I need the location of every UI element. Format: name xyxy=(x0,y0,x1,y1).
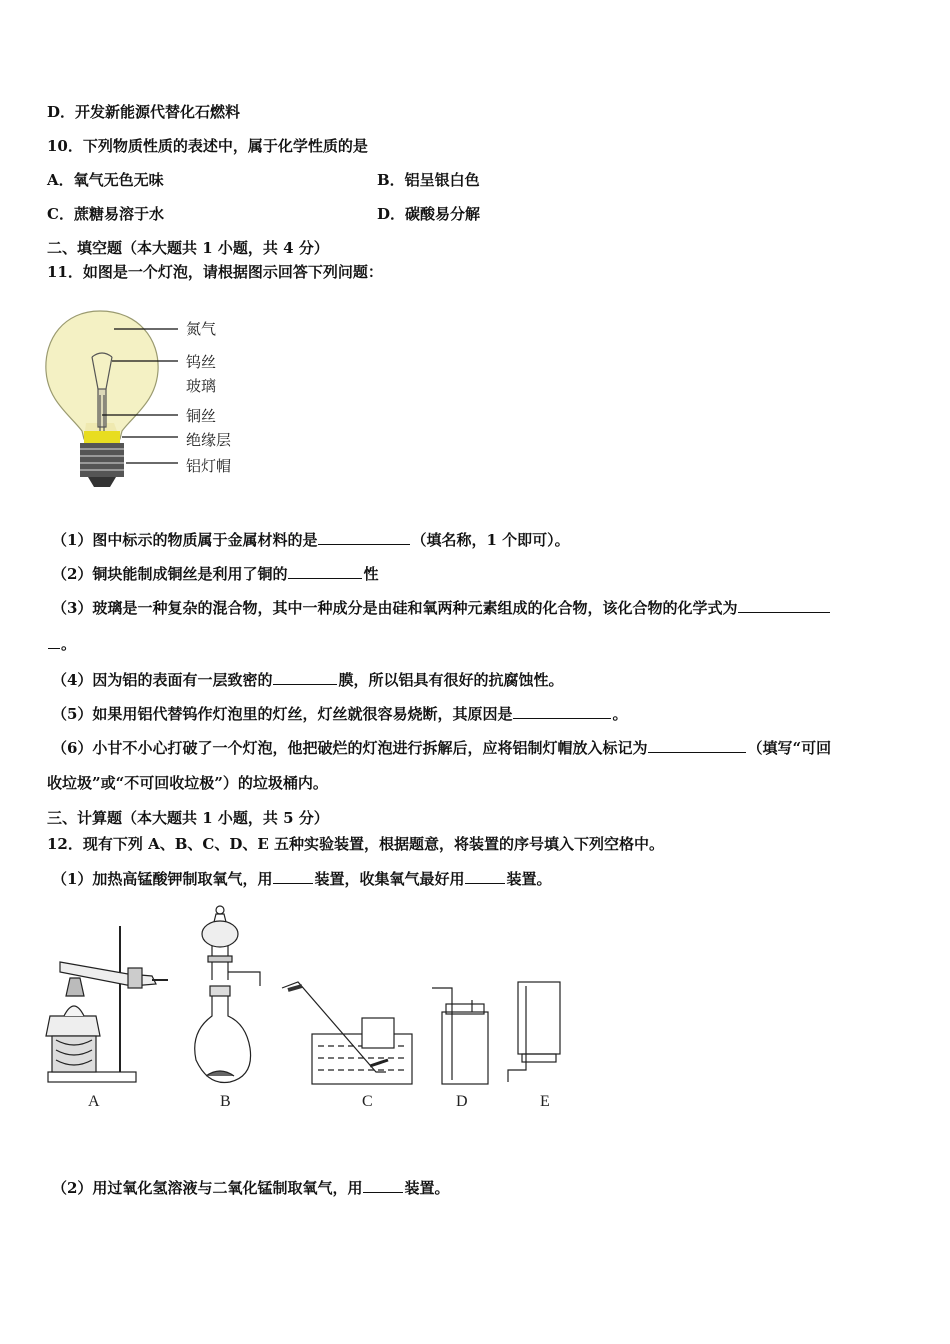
apparatus-figure xyxy=(40,900,580,1115)
apparatus-a xyxy=(46,926,168,1082)
apparatus-e xyxy=(508,982,560,1082)
answer-blank[interactable] xyxy=(273,669,337,685)
option-10c: C．蔗糖易溶于水 xyxy=(47,205,164,223)
label-apparatus-a: A xyxy=(88,1093,100,1110)
question-11-6-cont: 收垃圾”或“不可回收垃极”）的垃圾桶内。 xyxy=(47,774,328,792)
label-copper-wire: 铜丝 xyxy=(186,407,217,425)
answer-blank[interactable] xyxy=(318,529,410,545)
light-bulb-figure xyxy=(40,305,260,500)
question-12-2: （2）用过氧化氢溶液与二氧化锰制取氧气，用 装置。 xyxy=(52,1179,450,1197)
label-aluminum-cap: 铝灯帽 xyxy=(186,457,232,475)
answer-blank[interactable] xyxy=(513,703,611,719)
answer-blank[interactable] xyxy=(648,737,746,753)
question-11-6: （6）小甘不小心打破了一个灯泡，他把破烂的灯泡进行拆解后，应将铝制灯帽放入标记为 （填写“可回 xyxy=(52,739,832,757)
label-apparatus-c: C xyxy=(362,1093,373,1110)
option-10a: A．氧气无色无味 xyxy=(47,171,164,189)
question-11-2: （2）铜块能制成铜丝是利用了铜的 性 xyxy=(52,565,379,583)
label-glass: 玻璃 xyxy=(186,377,217,395)
section-2-title: 二、填空题（本大题共 1 小题，共 4 分） xyxy=(47,239,329,257)
label-apparatus-b: B xyxy=(220,1093,231,1110)
question-11-5: （5）如果用铝代替钨作灯泡里的灯丝，灯丝就很容易烧断，其原因是 。 xyxy=(52,705,628,723)
question-11-1: （1）图中标示的物质属于金属材料的是 （填名称，1 个即可）。 xyxy=(52,531,570,549)
section-3-title: 三、计算题（本大题共 1 小题，共 5 分） xyxy=(47,809,329,827)
question-11: 11．如图是一个灯泡，请根据图示回答下列问题： xyxy=(47,263,383,281)
question-11-3-cont: 。 xyxy=(47,633,76,654)
answer-blank[interactable] xyxy=(363,1177,403,1193)
label-tungsten-wire: 钨丝 xyxy=(186,353,217,371)
option-9d: D．开发新能源代替化石燃料 xyxy=(47,103,241,121)
answer-blank[interactable] xyxy=(288,563,362,579)
insulator-layer xyxy=(84,431,120,443)
apparatus-c xyxy=(282,982,412,1084)
option-10b: B．铝呈银白色 xyxy=(377,171,480,189)
answer-blank[interactable] xyxy=(273,868,313,884)
label-apparatus-e: E xyxy=(540,1093,550,1110)
option-10d: D．碳酸易分解 xyxy=(377,205,481,223)
question-12-1: （1）加热高锰酸钾制取氧气，用 装置，收集氧气最好用 装置。 xyxy=(52,870,552,888)
aluminum-cap xyxy=(80,443,124,487)
label-apparatus-d: D xyxy=(456,1093,468,1110)
question-12: 12．现有下列 A、B、C、D、E 五种实验装置，根据题意，将装置的序号填入下列空格中。 xyxy=(47,835,665,853)
question-10: 10．下列物质性质的表述中，属于化学性质的是 xyxy=(47,137,368,155)
label-nitrogen: 氮气 xyxy=(186,320,217,338)
apparatus-d xyxy=(432,988,488,1084)
answer-blank[interactable] xyxy=(738,597,830,613)
answer-blank-cont[interactable] xyxy=(48,633,60,649)
answer-blank[interactable] xyxy=(465,868,505,884)
question-11-4: （4）因为铝的表面有一层致密的 膜，所以铝具有很好的抗腐蚀性。 xyxy=(52,671,564,689)
apparatus-b xyxy=(195,906,260,1083)
question-11-3: （3）玻璃是一种复杂的混合物，其中一种成分是由硅和氧两种元素组成的化合物，该化合物的化学式为 xyxy=(52,597,831,618)
label-insulation-layer: 绝缘层 xyxy=(186,431,232,449)
